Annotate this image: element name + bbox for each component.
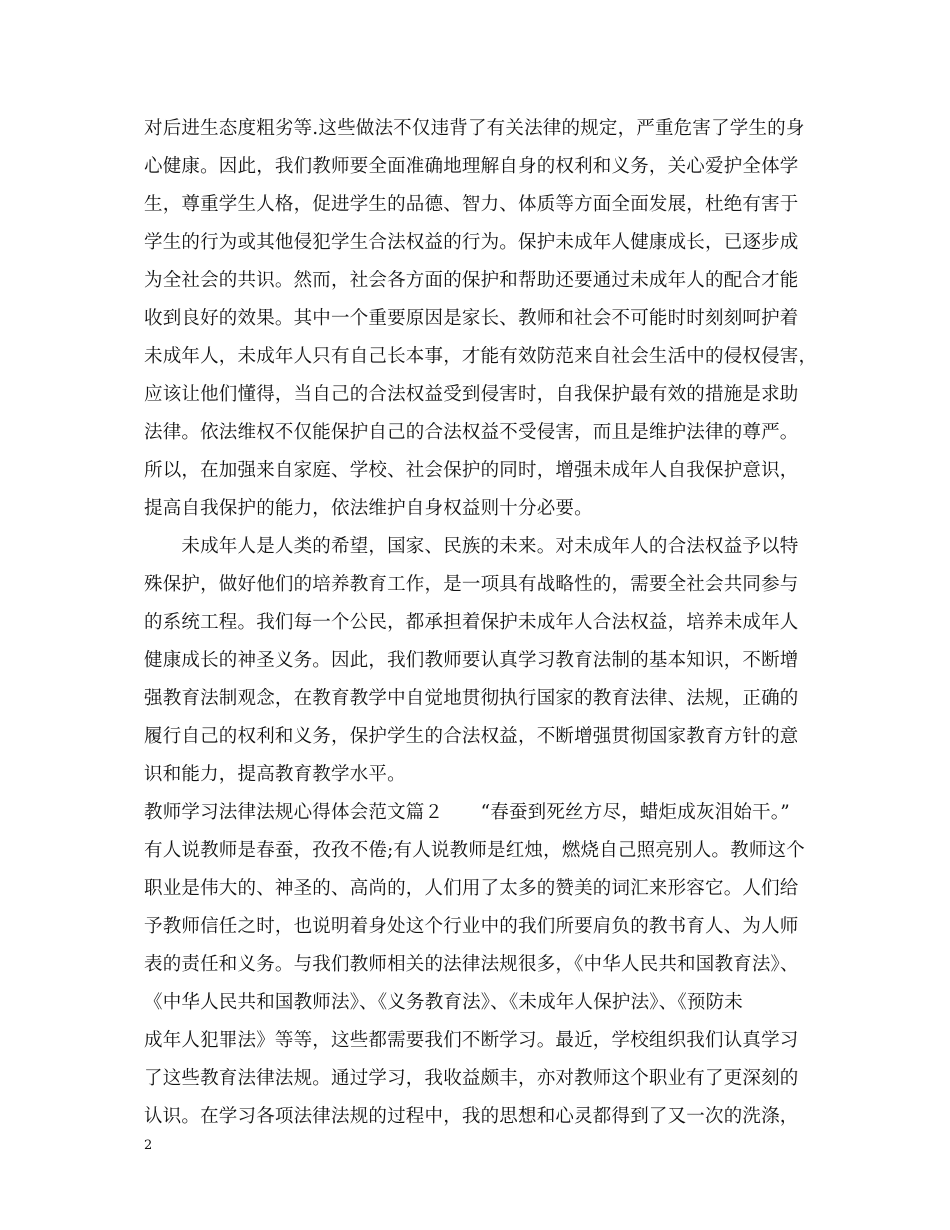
text-line: 职业是伟大的、神圣的、高尚的，人们用了太多的赞美的词汇来形容它。人们给 <box>144 878 799 899</box>
text-line: 为全社会的共识。然而，社会各方面的保护和帮助还要通过未成年人的配合才能 <box>144 270 799 291</box>
text-line: 认识。在学习各项法律法规的过程中，我的思想和心灵都得到了又一次的洗涤， <box>144 1106 799 1127</box>
text-line: 收到良好的效果。其中一个重要原因是家长、教师和社会不可能时时刻刻呵护着 <box>144 308 799 329</box>
text-line: 心健康。因此，我们教师要全面准确地理解自身的权利和义务，关心爱护全体学 <box>144 156 799 177</box>
text-line: 成年人犯罪法》等等，这些都需要我们不断学习。最近，学校组织我们认真学习 <box>144 1030 799 1051</box>
text-line: 有人说教师是春蚕，孜孜不倦;有人说教师是红烛，燃烧自己照亮别人。教师这个 <box>144 840 805 861</box>
text-line: 所以，在加强来自家庭、学校、社会保护的同时，增强未成年人自我保护意识， <box>144 460 799 481</box>
page-number: 2 <box>144 1138 153 1153</box>
text-line: 提高自我保护的能力，依法维护自身权益则十分必要。 <box>144 498 593 519</box>
text-line: 健康成长的神圣义务。因此，我们教师要认真学习教育法制的基本知识，不断增 <box>144 650 799 671</box>
text-line: 未成年人，未成年人只有自己长本事，才能有效防范来自社会生活中的侵权侵害， <box>144 346 818 367</box>
text-line: 应该让他们懂得，当自己的合法权益受到侵害时，自我保护最有效的措施是求助 <box>144 384 799 405</box>
text-line: 法律。依法维权不仅能保护自己的合法权益不受侵害，而且是维护法律的尊严。 <box>144 422 799 443</box>
text-line: 学生的行为或其他侵犯学生合法权益的行为。保护未成年人健康成长，已逐步成 <box>144 232 799 253</box>
text-line: 教师学习法律法规心得体会范文篇２ “春蚕到死丝方尽，蜡炬成灰泪始干。” <box>144 802 790 823</box>
text-line: 对后进生态度粗劣等.这些做法不仅违背了有关法律的规定，严重危害了学生的身 <box>144 118 805 139</box>
text-line: 履行自己的权利和义务，保护学生的合法权益，不断增强贯彻国家教育方针的意 <box>144 726 799 747</box>
text-line: 殊保护，做好他们的培养教育工作，是一项具有战略性的，需要全社会共同参与 <box>144 574 799 595</box>
text-line: 未成年人是人类的希望，国家、民族的未来。对未成年人的合法权益予以特 <box>144 536 799 557</box>
text-line: 的系统工程。我们每一个公民，都承担着保护未成年人合法权益，培养未成年人 <box>144 612 799 633</box>
text-line: 强教育法制观念，在教育教学中自觉地贯彻执行国家的教育法律、法规，正确的 <box>144 688 799 709</box>
text-line: 了这些教育法律法规。通过学习，我收益颇丰，亦对教师这个职业有了更深刻的 <box>144 1068 799 1089</box>
text-line: 识和能力，提高教育教学水平。 <box>144 764 406 785</box>
text-line: 《中华人民共和国教师法》、《义务教育法》、《未成年人保护法》、《预防未 <box>144 992 744 1013</box>
text-line: 生，尊重学生人格，促进学生的品德、智力、体质等方面全面发展，杜绝有害于 <box>144 194 799 215</box>
text-line: 表的责任和义务。与我们教师相关的法律法规很多，《中华人民共和国教育法》、 <box>144 954 799 975</box>
text-line: 予教师信任之时，也说明着身处这个行业中的我们所要肩负的教书育人、为人师 <box>144 916 799 937</box>
